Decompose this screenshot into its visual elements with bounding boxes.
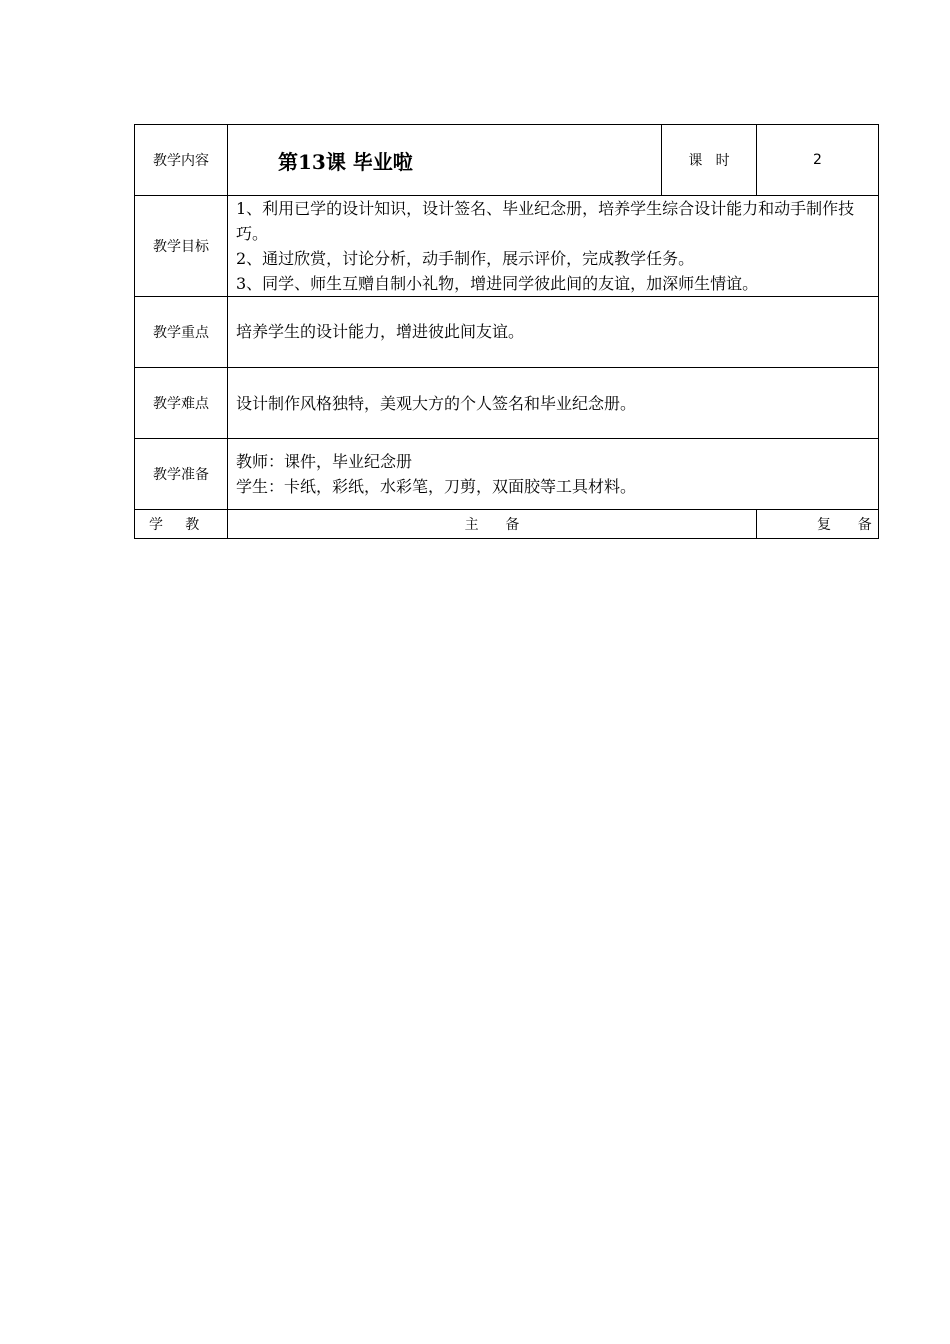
objective-item: 2、通过欣赏，讨论分析，动手制作，展示评价，完成教学任务。 xyxy=(236,249,695,268)
objective-item: 3、同学、师生互赠自制小礼物，增进同学彼此间的友谊，加深师生情谊。 xyxy=(236,274,759,293)
objectives-content xyxy=(228,196,879,297)
hours-value: 2 xyxy=(757,125,879,196)
hours-label: 课 时 xyxy=(662,125,757,196)
difficulties-label: 教学难点 xyxy=(135,368,228,439)
key-points-label: 教学重点 xyxy=(135,297,228,368)
content-label: 教学内容 xyxy=(135,125,228,196)
footer-left-cell xyxy=(135,510,228,539)
preparation-row xyxy=(135,439,879,510)
key-points-text: 培养学生的设计能力，增进彼此间友谊。 xyxy=(228,297,879,368)
preparation-content xyxy=(228,439,879,510)
key-points-row xyxy=(135,297,879,368)
objective-item: 1、利用已学的设计知识，设计签名、毕业纪念册，培养学生综合设计能力和动手制作技巧。 xyxy=(236,199,855,243)
footer-middle-text: 主 备 xyxy=(464,517,520,533)
footer-middle-cell xyxy=(228,510,757,539)
objectives-label: 教学目标 xyxy=(135,196,228,297)
preparation-student: 学生：卡纸，彩纸，水彩笔，刀剪，双面胶等工具材料。 xyxy=(236,477,637,496)
footer-right-cell xyxy=(757,510,879,539)
lesson-title: 第13课 毕业啦 xyxy=(228,125,662,196)
footer-left-text: 学 教 xyxy=(149,517,200,533)
difficulties-text: 设计制作风格独特，美观大方的个人签名和毕业纪念册。 xyxy=(228,368,879,439)
objectives-row xyxy=(135,196,879,297)
preparation-label: 教学准备 xyxy=(135,439,228,510)
lesson-plan-table xyxy=(134,124,879,539)
preparation-teacher: 教师：课件，毕业纪念册 xyxy=(236,452,413,471)
header-row xyxy=(135,125,879,196)
difficulties-row xyxy=(135,368,879,439)
footer-row xyxy=(135,510,879,539)
footer-right-text: 复 备 xyxy=(817,517,872,533)
